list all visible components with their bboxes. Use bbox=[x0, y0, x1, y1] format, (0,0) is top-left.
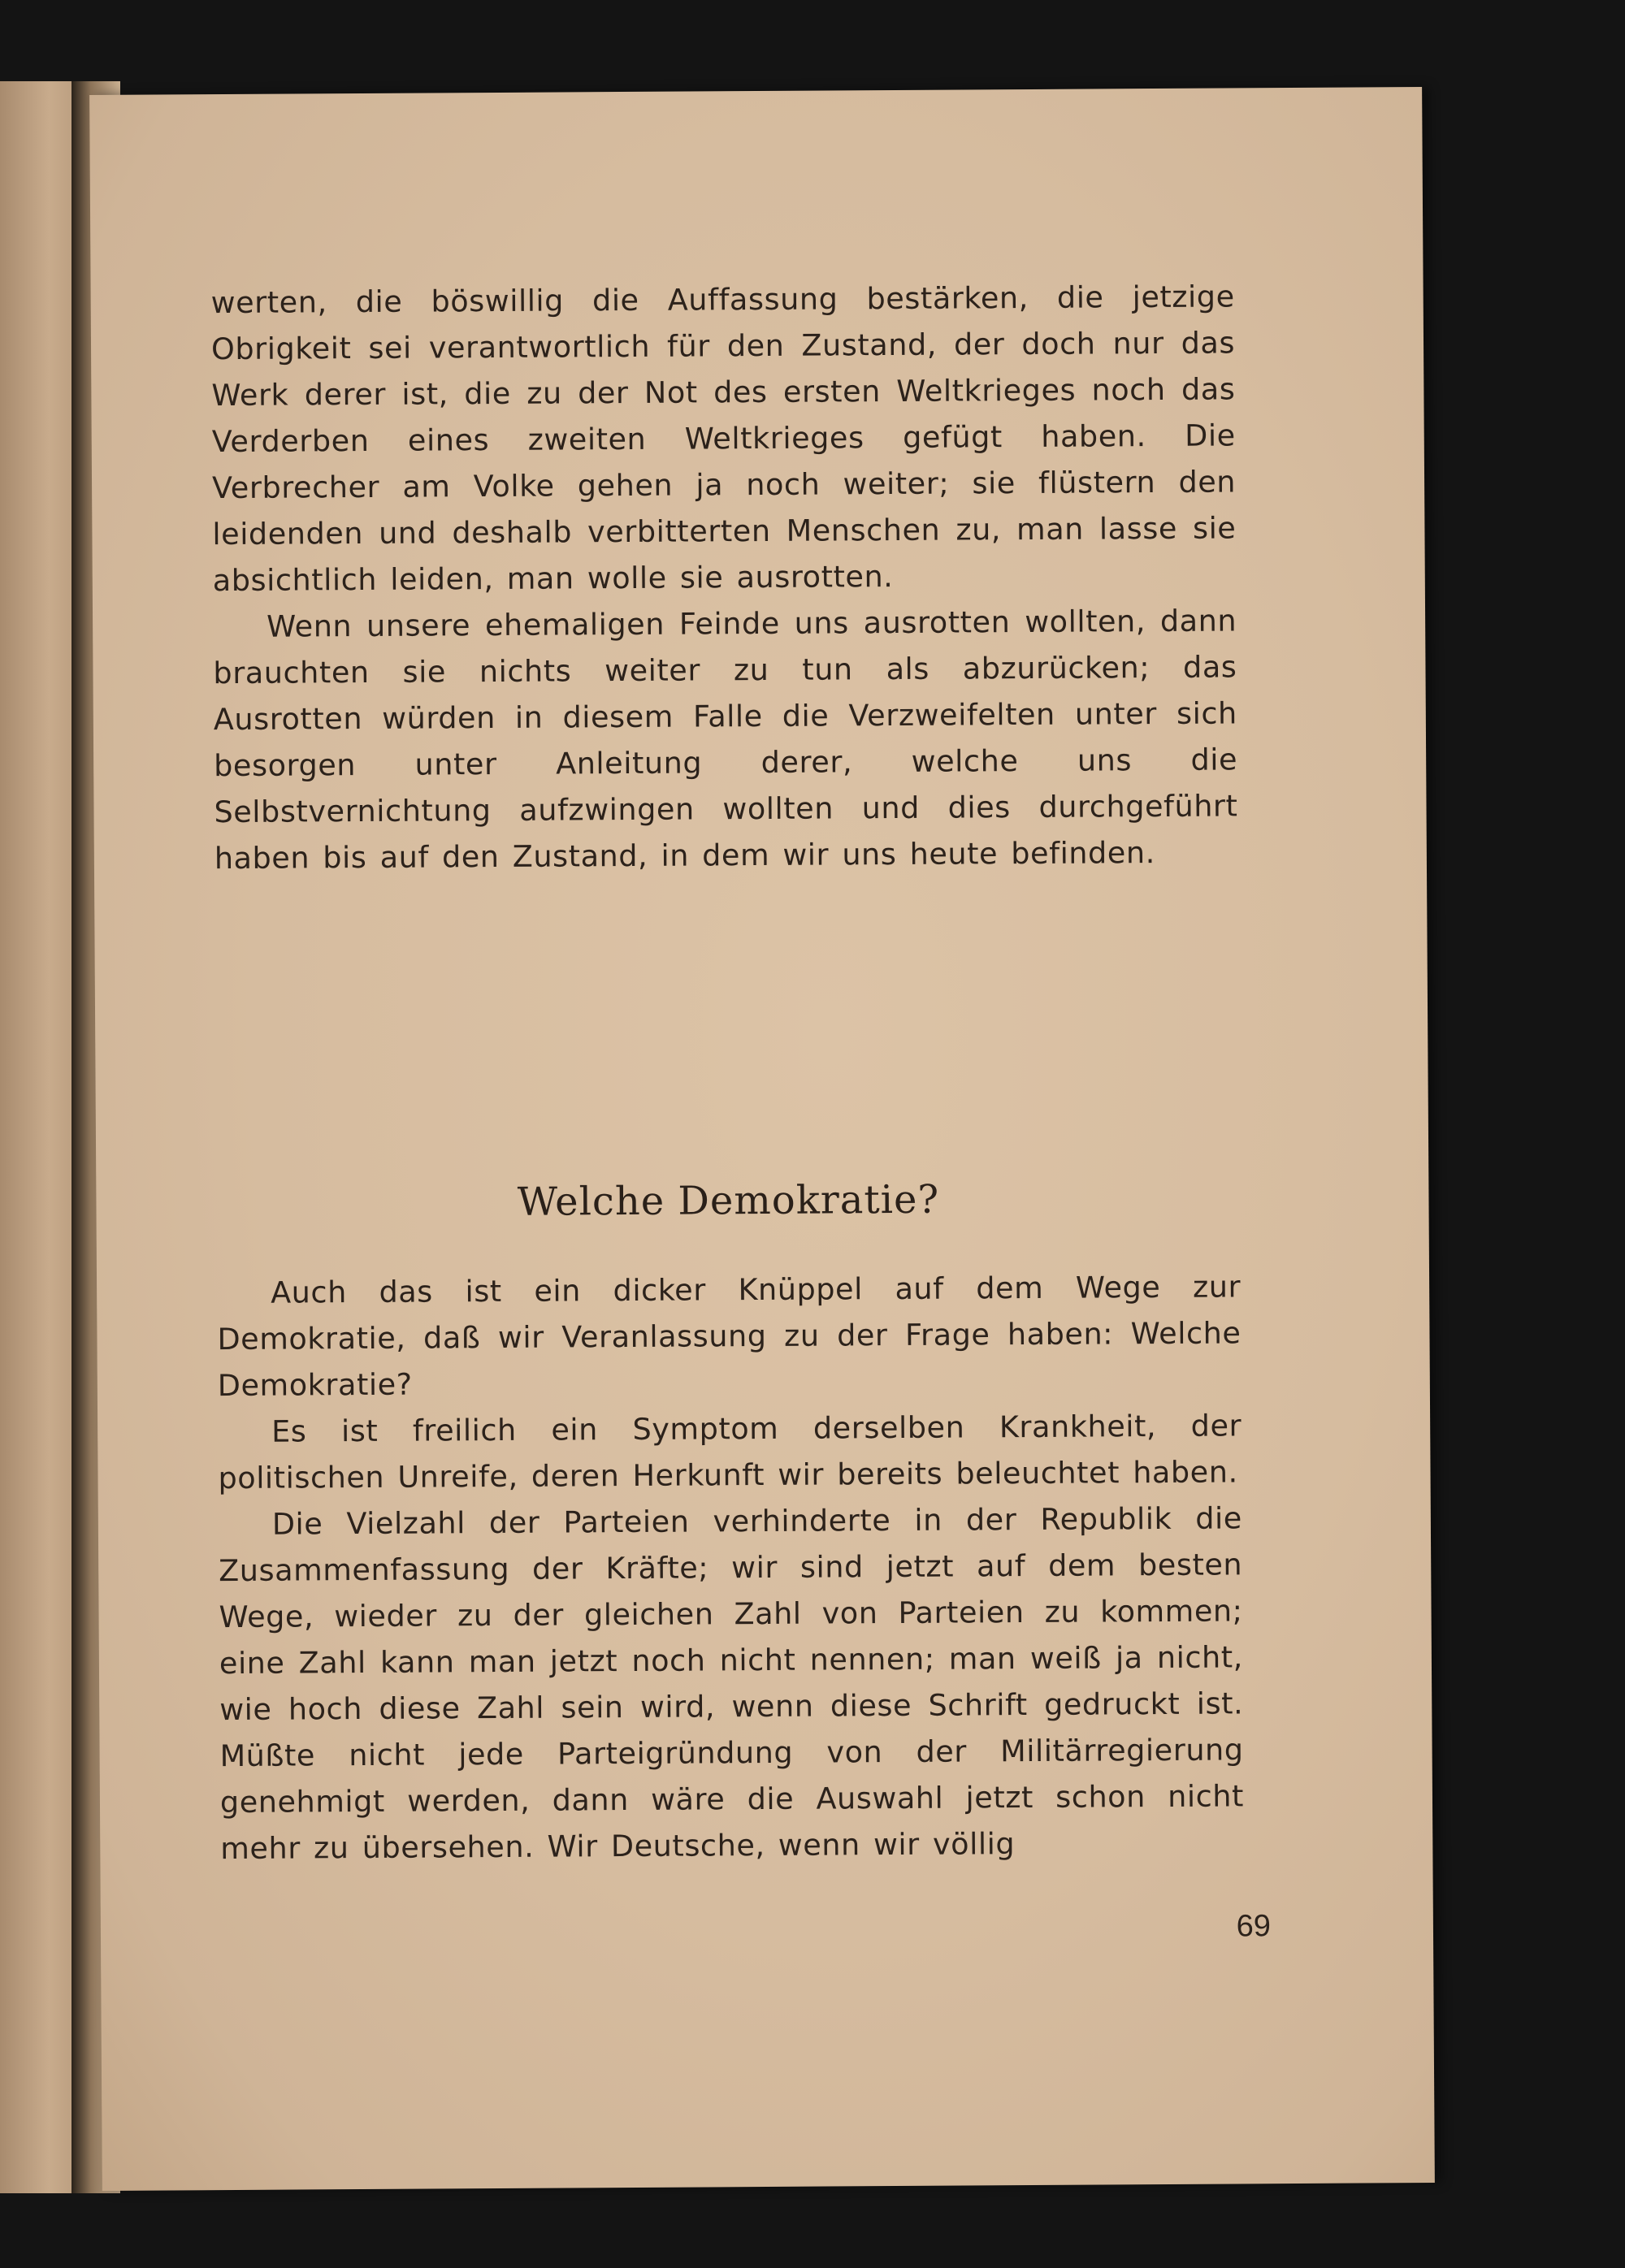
paragraph: Die Vielzahl der Parteien verhinderte in der Republik die Zusammenfassung der Kräfte; wir sind jetzt auf dem besten Wege, wieder zu der gleichen Zahl von Parteien zu kommen; eine Zahl kann man jetzt noch nicht nennen; man weiß ja nicht, wie hoch diese Zahl sein wird, wenn diese Schrift gedruckt ist. Müßte nicht jede Parteigründung von der Militärregierung genehmigt werden, dann wäre die Auswahl jetzt schon nicht mehr zu übersehen. Wir Deutsche, wenn wir völlig bbox=[219, 1500, 1245, 1867]
section-heading: Welche Demokratie? bbox=[517, 1176, 940, 1225]
paragraph: Auch das ist ein dicker Knüppel auf dem Wege zur Demokratie, daß wir Veranlassung zu der Frage haben: Welche Demokratie? bbox=[217, 1269, 1242, 1404]
paragraph: werten, die böswillig die Auffassung bestärken, die jetzige Obrigkeit sei verantwortlich für den Zustand, der doch nur das Werk derer ist, die zu der Not des ersten Weltkrieges noch das Verderben eines zweiten Weltkrieges gefügt haben. Die Verbrecher am Volke gehen ja noch weiter; sie flüstern den leidenden und deshalb verbitterten Menschen zu, man lasse sie absichtlich leiden, man wolle sie ausrotten. bbox=[210, 279, 1237, 599]
paragraph: Es ist freilich ein Symptom derselben Krankheit, der politischen Unreife, deren Herkunft wir bereits beleuchtet haben. bbox=[218, 1408, 1242, 1496]
paragraph: Wenn unsere ehemaligen Feinde uns ausrotten wollten, dann brauchten sie nichts weiter zu tun als abzurücken; das Ausrotten würden in diesem Falle die Verzweifelten unter sich besorgen unter Anleitung derer, welche uns die Selbstvernichtung aufzwingen wollten und dies durchgeführt haben bis auf den Zustand, in dem wir uns heute befinden. bbox=[213, 603, 1238, 876]
page-number: 69 bbox=[1236, 1909, 1272, 1944]
text-block-top bbox=[211, 273, 1239, 881]
book-page bbox=[89, 87, 1435, 2191]
text-block-bottom bbox=[217, 1263, 1245, 1872]
